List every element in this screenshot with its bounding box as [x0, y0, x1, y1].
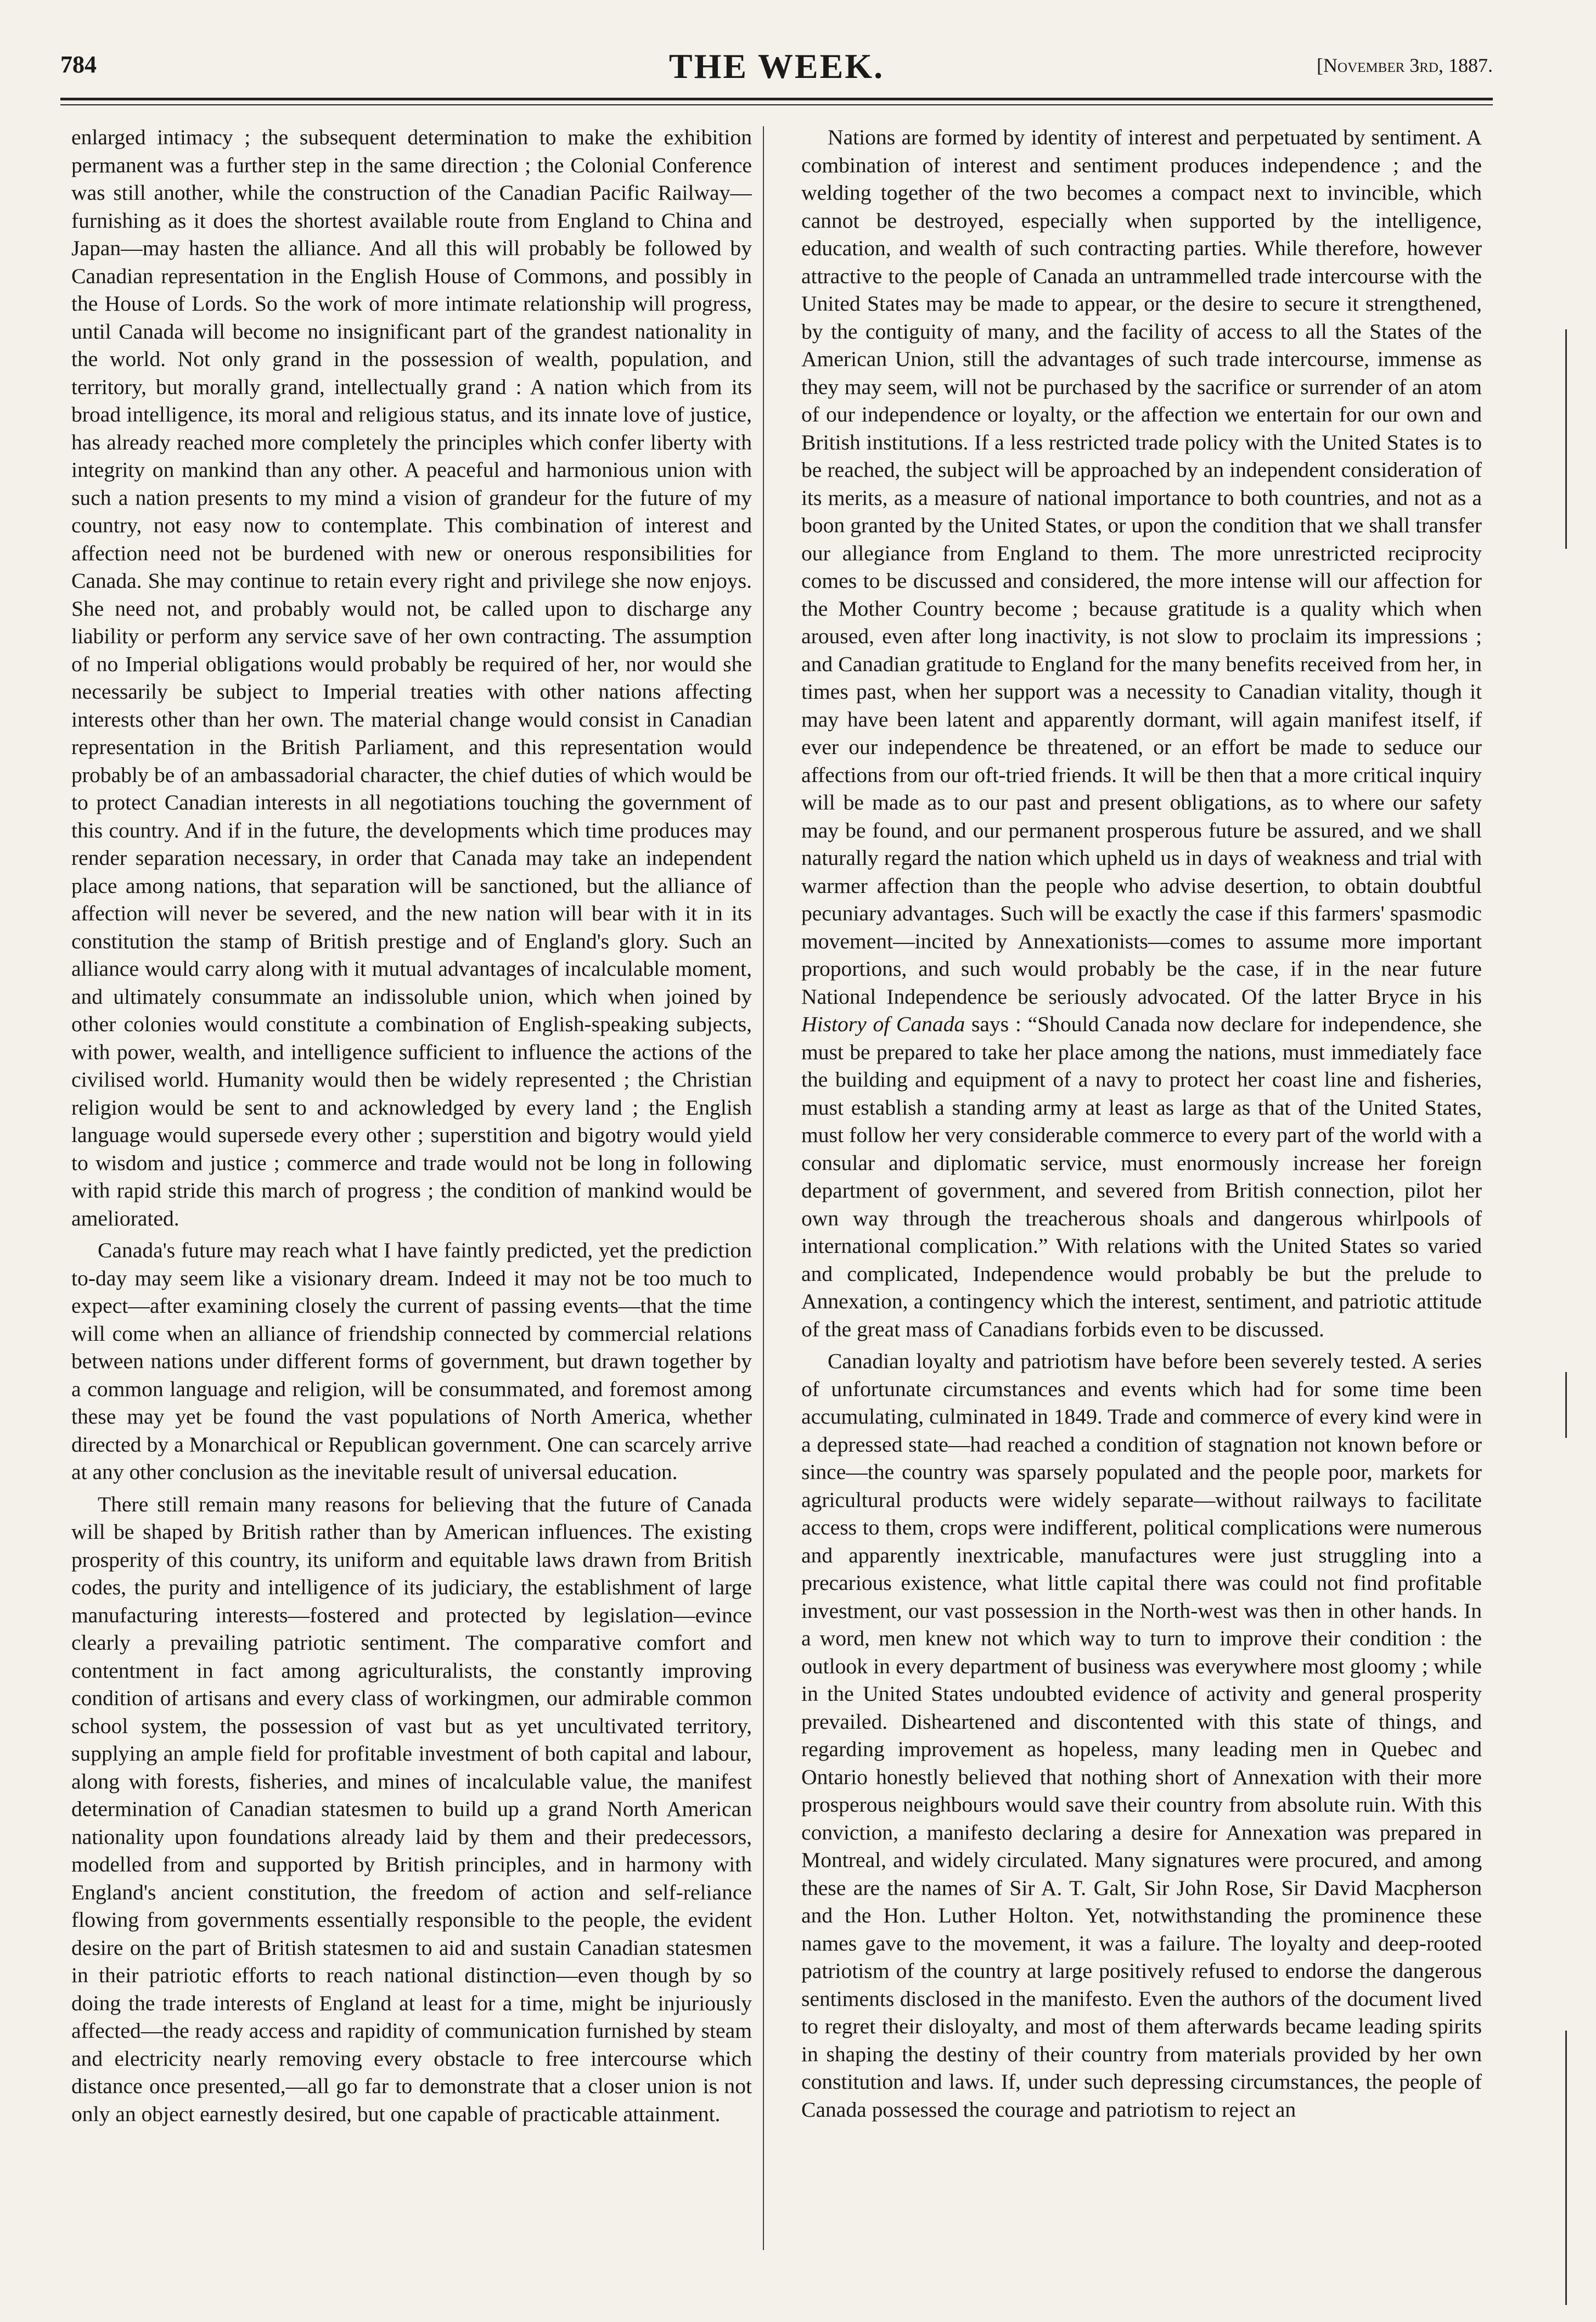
right-paragraph-1-quote: says : “Should Canada now declare for independence, she must be prepared to take her place among the nations, must immediately face the building and equipment of a navy to protect her coast line and fisheries, must establish a standing army at least as large as that of the United States, must follow her very considerable commerce to every part of the world with a consular and diplomatic service, must enormously increase her foreign department of government, and severed from British connection, pilot her own way through the treacherous shoals and dangerous whirlpools of international complication.” With relations with the United States so varied and complicated, Independence would probably be but the prelude to Annexation, a contingency which the interest, sentiment, and patriotic attitude of the great mass of Canadians forbids even to be discussed.: [801, 1012, 1482, 1341]
scan-edge-mark: [1565, 329, 1567, 549]
right-paragraph-1-text: Nations are formed by identity of interest and perpetuated by sentiment. A combination of interest and sentiment produces independence ; and the welding together of the two becomes a compact next to invincible, which cannot be destroyed, especially when supported by the intelligence, education, and wealth of such contracting parties. While therefore, however attractive to the people of Canada an untrammelled trade intercourse with the United States may be made to appear, or the desire to secure it strengthened, by the contiguity of many, and the facility of access to all the States of the American Union, still the advantages of such trade intercourse, immense as they may seem, will not be purchased by the sacrifice or surrender of an atom of our independence or loyalty, or the affection we entertain for our own and British institutions. If a less restricted trade policy with the United States is to be reached, the subject will be approached by an independent consideration of its merits, as a measure of national importance to both countries, and not as a boon granted by the United States, or upon the condition that we shall transfer our allegiance from England to them. The more unrestricted reciprocity comes to be discussed and considered, the more intense will our affection for the Mother Country become ; because gratitude is a quality which when aroused, even after long inactivity, is not slow to proclaim its impressions ; and Canadian gratitude to England for the many benefits received from her, in times past, when her support was a necessity to Canadian vitality, though it may have been latent and apparently dormant, will again manifest itself, if ever our independence be threatened, or an effort be made to seduce our affections from our oft-tried friends. It will be then that a more critical inquiry will be made as to our past and present obligations, as to where our safety may be found, and our permanent prosperous future be assured, and we shall naturally regard the nation which upheld us in days of weakness and trial with warmer affection than the people who advise desertion, to obtain doubtful pecuniary advantages. Such will be exactly the case if this farmers' spasmodic movement—incited by Annexationists—comes to assume more important proportions, and such would probably be the case, if in the near future National Independence be seriously advocated. Of the latter Bryce in his: [801, 125, 1482, 1009]
right-column: [801, 123, 1482, 2258]
header-rule-thick: [60, 98, 1493, 100]
right-paragraph-2: Canadian loyalty and patriotism have before been severely tested. A series of unfortunate circumstances and events which had for some time been accumulating, culminated in 1849. Trade and commerce of every kind were in a depressed state—had reached a condition of stagnation not known before or since—the country was sparsely populated and the people poor, markets for agricultural products were widely separate—without railways to facilitate access to them, crops were indifferent, political complications were numerous and apparently inextricable, manufactures were just struggling into a precarious existence, what little capital there was could not find profitable investment, our vast possession in the North-west was then in other hands. In a word, men knew not which way to turn to improve their condition : the outlook in every department of business was everywhere most gloomy ; while in the United States undoubted evidence of activity and general prosperity prevailed. Disheartened and discontented with this state of things, and regarding improvement as hopeless, many leading men in Quebec and Ontario honestly believed that nothing short of Annexation with their more prosperous neighbours would save their country from absolute ruin. With this conviction, a manifesto declaring a desire for Annexation was prepared in Montreal, and widely circulated. Many signatures were procured, and among these are the names of Sir A. T. Galt, Sir John Rose, Sir David Macpherson and the Hon. Luther Holton. Yet, notwithstanding the prominence these names gave to the movement, it was a failure. The loyalty and deep-rooted patriotism of the country at large positively refused to endorse the dangerous sentiments disclosed in the manifesto. Even the authors of the document lived to regret their disloyalty, and most of them afterwards became leading spirits in shaping the destiny of their country from materials provided by her own constitution and laws. If, under such depressing circumstances, the people of Canada possessed the courage and patriotism to reject an: [801, 1349, 1482, 2122]
right-paragraph-1: [801, 123, 1482, 1343]
left-paragraph-1: enlarged intimacy ; the subsequent determination to make the exhibition permanent was a further step in the same direction ; the Colonial Conference was still another, while the construction of the Canadian Pacific Railway—furnishing as it does the shortest available route from England to China and Japan—may hasten the alliance. And all this will probably be followed by Canadian representation in the English House of Commons, and possibly in the House of Lords. So the work of more intimate relationship will progress, until Canada will become no insignificant part of the grandest nationality in the world. Not only grand in the possession of wealth, population, and territory, but morally grand, intellectually grand : A nation which from its broad intelligence, its moral and religious status, and its innate love of justice, has already reached more completely the principles which confer liberty with integrity on mankind than any other. A peaceful and harmonious union with such a nation presents to my mind a vision of grandeur for the future of my country, not easy now to contemplate. This combination of interest and affection need not be burdened with new or onerous responsibilities for Canada. She may continue to retain every right and privilege she now enjoys. She need not, and probably would not, be called upon to discharge any liability or perform any service save of her own contracting. The assumption of no Imperial obligations would probably be required of her, nor would she necessarily be subject to Imperial treaties with other nations affecting interests other than her own. The material change would consist in Canadian representation in the British Parliament, and this representation would probably be of an ambassadorial character, the chief duties of which would be to protect Canadian interests in all negotiations touching the government of this country. And if in the future, the developments which time produces may render separation necessary, in order that Canada may take an independent place among nations, that separation will be sanctioned, but the alliance of affection will never be severed, and the new nation will bear with it in its constitution the stamp of British prestige and of England's glory. Such an alliance would carry along with it mutual advantages of incalculable moment, and ultimately consummate an indissoluble union, which when joined by other colonies would constitute a combination of English-speaking subjects, with power, wealth, and intelligence sufficient to influence the actions of the civilised world. Humanity would then be widely represented ; the Christian religion would be sent to and acknowledged by every land ; the English language would supersede every other ; superstition and bigotry would yield to wisdom and justice ; commerce and trade would not be long in following with rapid stride this march of progress ; the condition of mankind would be ameliorated.: [71, 125, 752, 1230]
page-number: 784: [60, 51, 97, 78]
issue-date: [November 3rd, 1887.: [1317, 54, 1493, 76]
left-paragraph-3: There still remain many reasons for believing that the future of Canada will be shaped by British rather than by American influences. The existing prosperity of this country, its uniform and equitable laws drawn from British codes, the purity and intelligence of its judiciary, the establishment of large manufacturing interests—fostered and protected by legislation—evince clearly a prevailing patriotic sentiment. The comparative comfort and contentment in fact among agriculturalists, the constantly improving condition of artisans and every class of workingmen, our admirable common school system, the possession of vast but as yet uncultivated territory, supplying an ample field for profitable investment of both capital and labour, along with forests, fisheries, and mines of incalculable value, the manifest determination of Canadian statesmen to build up a grand North American nationality upon foundations already laid by them and their predecessors, modelled from and supported by British principles, and in harmony with England's ancient constitution, the freedom of action and self-reliance flowing from governments essentially responsible to the people, the evident desire on the part of British statesmen to aid and sustain Canadian statesmen in their patriotic efforts to reach national distinction—even though by so doing the trade interests of England at least for a time, might be injuriously affected—the ready access and rapidity of communication furnished by steam and electricity nearly removing every obstacle to free intercourse which distance once presented,—all go far to demonstrate that a closer union is not only an object earnestly desired, but one capable of practicable attainment.: [71, 1492, 752, 2126]
column-divider: [763, 126, 764, 2250]
left-column: [71, 123, 752, 2258]
page-header: [60, 47, 1493, 94]
masthead-title: THE WEEK.: [668, 47, 885, 86]
scan-edge-mark: [1565, 1372, 1567, 1438]
scan-edge-mark: [1565, 2031, 1567, 2305]
header-rule-thin: [60, 104, 1493, 105]
book-title: History of Canada: [801, 1012, 965, 1036]
left-paragraph-2: Canada's future may reach what I have faintly predicted, yet the prediction to-day may seem like a visionary dream. Indeed it may not be too much to expect—after examining closely the current of passing events—that the time will come when an alliance of friendship connected by commercial relations between nations under different forms of government, but drawn together by a common language and religion, will be consummated, and foremost among these may yet be found the vast populations of North America, whether directed by a Monarchical or Republican government. One can scarcely arrive at any other conclusion as the inevitable result of universal education.: [71, 1238, 752, 1484]
